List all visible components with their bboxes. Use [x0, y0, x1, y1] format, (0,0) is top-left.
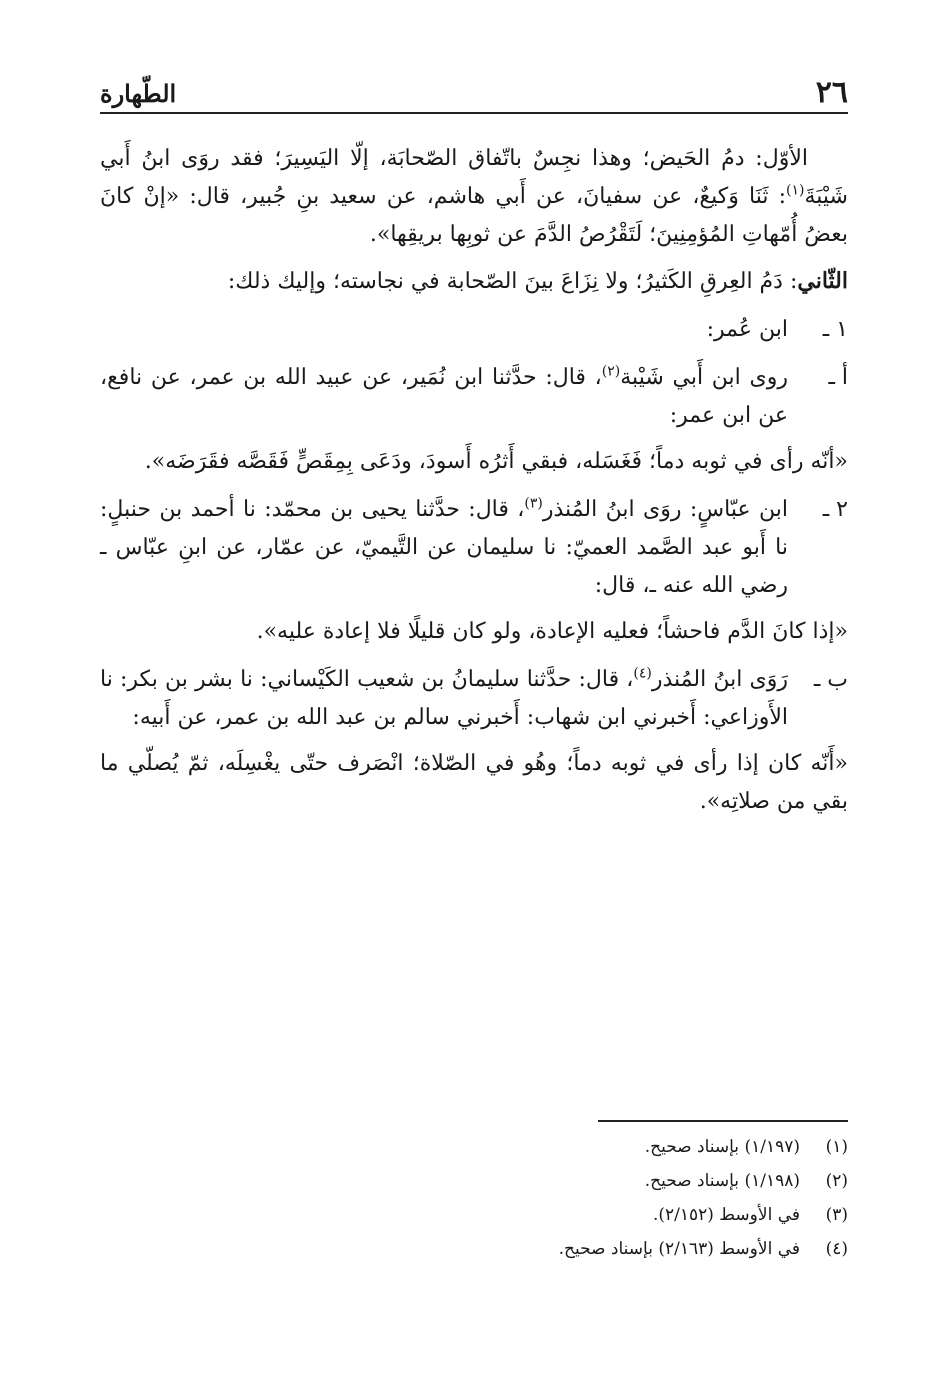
item-text: ابن عُمر: [706, 317, 788, 342]
paragraph-second [100, 262, 848, 301]
page-header [100, 70, 848, 114]
footnote-text: (١/١٩٨) بإسناد صحيح. [644, 1171, 800, 1191]
running-title: الطّهارة [100, 79, 177, 108]
paragraph-text: : ثَنَا وَكيعٌ، عن سفيانَ، عن أَبي هاشم، عن سعيد بنِ جُبير، قال: «إنْ كانَ بعضُ أُمّهاتِ المُؤمِنِينَ؛ لَتَقْرُصُ الدَّمَ عن ثوبِها بريقِها». [100, 184, 848, 247]
footnote-divider [598, 1120, 848, 1122]
item-marker: أ ـ [828, 365, 848, 390]
item-text-part: ابن عبّاسٍ: روَى ابنُ المُنذر [542, 497, 788, 522]
footnote-ref: (٣) [524, 495, 543, 512]
main-text [100, 140, 848, 821]
page [100, 70, 848, 821]
footnote-ref: (٢) [601, 363, 621, 380]
footnotes [100, 1120, 848, 1266]
item-marker: ب ـ [813, 667, 848, 692]
footnote [100, 1232, 848, 1266]
list-item [100, 661, 848, 737]
item-text-part: روى ابن أَبي شَيْبة [620, 365, 788, 390]
footnote-text: (١/١٩٧) بإسناد صحيح. [644, 1137, 800, 1157]
footnote [100, 1130, 848, 1164]
section-lead: الثّاني [797, 268, 848, 294]
footnote-ref: (١) [786, 182, 805, 199]
paragraph-text: : دَمُ العِرقِ الكَثيرُ؛ ولا نِزَاعَ بينَ الصّحابة في نجاسته؛ وإليك ذلك: [227, 269, 798, 294]
quotation: «أنّه رأى في ثوبه دماً؛ فَغَسَله، فبقي أَثرُه أَسودَ، ودَعَى بِمِقَصٍّ فَقَصَّه فقَرَضَه». [144, 449, 848, 474]
item-marker: ١ ـ [822, 317, 848, 342]
footnote-ref: (٤) [633, 665, 652, 682]
quotation: «أَنّه كان إذا رأى في ثوبه دماً؛ وهُو في الصّلاة؛ انْصَرف حتّى يغْسِلَه، ثمّ يُصلّي ما بقي من صلاتِه». [100, 751, 848, 814]
item-marker: ٢ ـ [822, 497, 848, 522]
paragraph-text: الأوّل: دمُ الحَيض؛ وهذا نجِسٌ باتّفاق الصّحابَة، إلّا اليَسِيرَ؛ فقد روَى ابنُ أَبي شَيْبَةَ [100, 146, 848, 209]
footnote-number: (٤) [825, 1239, 848, 1259]
paragraph-first [100, 140, 848, 254]
item-text [100, 661, 788, 737]
footnote [100, 1198, 848, 1232]
item-text-part: ، قال: حدَّثنا سليمانُ بن شعيب الكَيْساني: نا بشر بن بكر: نا الأَوزاعي: أَخبرني ابن شهاب: أَخبرني سالم بن عبد الله بن عمر، عن أَبيه: [100, 667, 788, 730]
item-text-part: ، قال: حدَّثنا ابن نُمَير، عن عبيد الله بن عمر، عن نافع، عن ابن عمر: [100, 365, 788, 428]
list-item [100, 359, 848, 435]
page-number: ٢٦ [815, 75, 848, 110]
list-item [100, 311, 848, 349]
footnote-number: (٢) [825, 1171, 848, 1191]
footnote-number: (٣) [825, 1205, 848, 1225]
quotation: «إذا كانَ الدَّم فاحشاً؛ فعليه الإعادة، ولو كان قليلًا فلا إعادة عليه». [256, 619, 848, 644]
footnote-text: في الأوسط (٢/١٥٢). [652, 1205, 800, 1225]
item-text [100, 359, 788, 435]
footnote-number: (١) [825, 1137, 848, 1157]
item-text [100, 491, 788, 605]
footnote [100, 1164, 848, 1198]
item-text-part: ، قال: حدَّثنا يحيى بن محمّد: نا أحمد بن حنبلٍ: نا أَبو عبد الصَّمد العميّ: نا سليمان عن التَّيميّ، عن عمّار، عن ابنِ عبّاس ـ رضي الله عنه ـ، قال: [100, 497, 788, 598]
footnote-text: في الأوسط (٢/١٦٣) بإسناد صحيح. [558, 1239, 800, 1259]
item-text-part: رَوَى ابنُ المُنذر [651, 667, 789, 692]
list-item [100, 491, 848, 605]
